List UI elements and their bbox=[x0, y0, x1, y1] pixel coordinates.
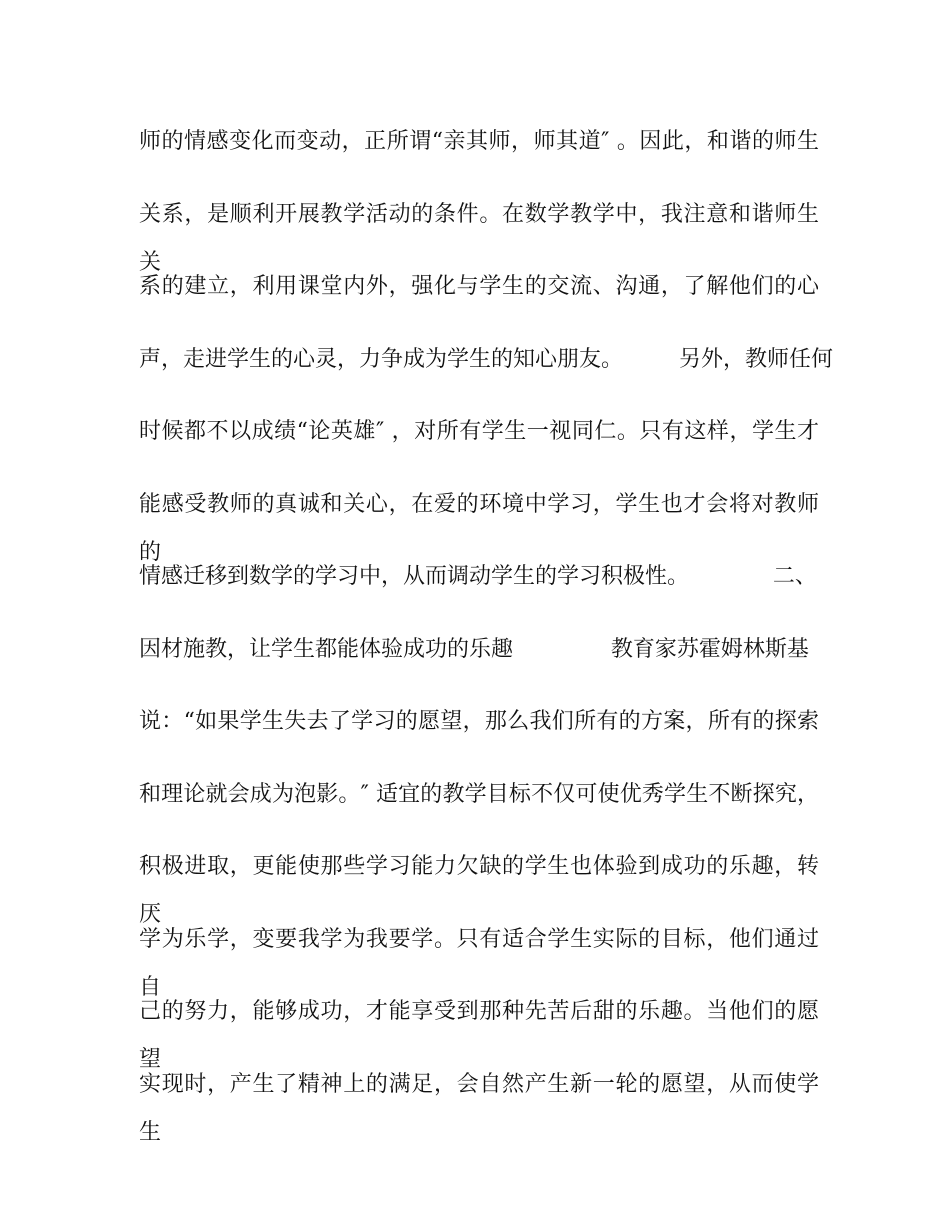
text-line-10: 和理论就会成为泡影。″ 适宜的教学目标不仅可使优秀学生不断探究， bbox=[139, 781, 819, 807]
text-line-11: 积极进取，更能使那些学习能力欠缺的学生也体验到成功的乐趣，转厌 bbox=[139, 854, 819, 927]
body-text bbox=[139, 118, 833, 1145]
text-line-8: 因材施教，让学生都能体验成功的乐趣 教育家苏霍姆林斯基 bbox=[139, 636, 809, 662]
text-line-3: 系的建立，利用课堂内外，强化与学生的交流、沟通，了解他们的心 bbox=[139, 274, 819, 299]
text-line-12: 学为乐学，变要我学为我要学。只有适合学生实际的目标，他们通过自 bbox=[139, 926, 819, 1000]
text-line-5: 时候都不以成绩“论英雄″ ，对所有学生一视同仁。只有这样，学生才 bbox=[139, 419, 819, 444]
text-line-9: 说：“如果学生失去了学习的愿望，那么我们所有的方案，所有的探索 bbox=[139, 709, 819, 734]
text-line-2: 关系，是顺利开展教学活动的条件。在数学教学中，我注意和谐师生关 bbox=[139, 201, 819, 275]
text-line-13: 己的努力，能够成功，才能享受到那种先苦后甜的乐趣。当他们的愿望 bbox=[139, 999, 819, 1072]
text-line-14: 实现时，产生了精神上的满足，会自然产生新一轮的愿望，从而使学生 bbox=[139, 1071, 819, 1145]
text-line-6: 能感受教师的真诚和关心，在爱的环境中学习，学生也才会将对教师的 bbox=[139, 491, 819, 565]
text-line-4: 声，走进学生的心灵，力争成为学生的知心朋友。 另外，教师任何 bbox=[139, 346, 833, 372]
text-line-1: 师的情感变化而变动，正所谓“亲其师，师其道″ 。因此，和谐的师生 bbox=[139, 129, 819, 154]
text-line-7: 情感迁移到数学的学习中，从而调动学生的学习积极性。 二、 bbox=[139, 564, 817, 589]
